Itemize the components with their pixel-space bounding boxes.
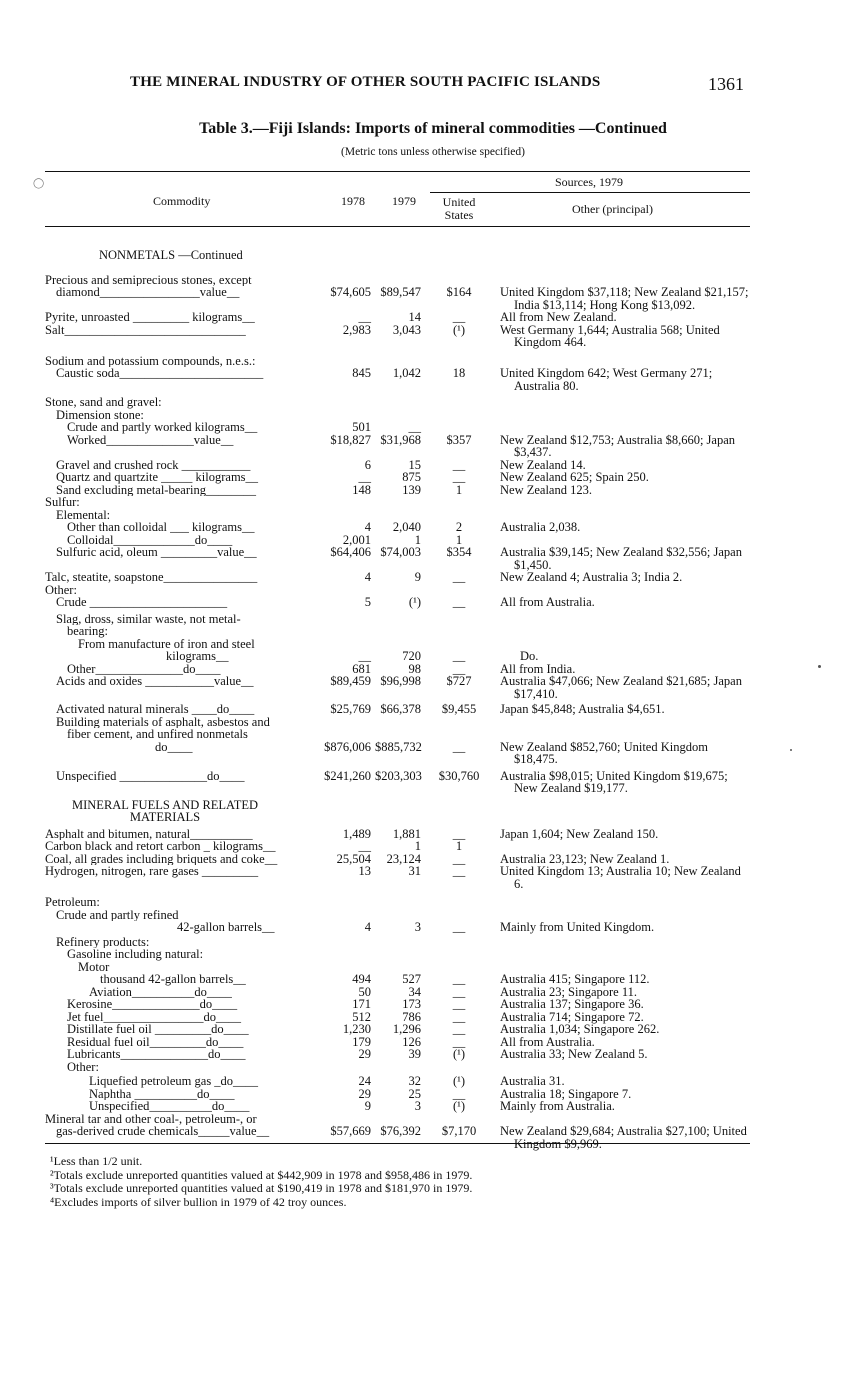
value-1979: 1	[414, 532, 421, 547]
other-principal-sources: Australia 23; Singapore 11.	[500, 984, 638, 999]
value-1979: $89,547	[380, 285, 421, 299]
value-1978: __	[358, 839, 371, 853]
commodity-label: Building materials of asphalt, asbestos and	[56, 715, 270, 728]
value-1979: $74,003	[380, 545, 421, 559]
table-row	[45, 1100, 750, 1113]
other-principal-sources: New Zealand 123.	[500, 482, 592, 497]
value-1978: $74,605	[330, 285, 371, 299]
sources-rule	[430, 192, 750, 193]
value-1979: 126	[402, 1034, 421, 1049]
table-row	[45, 584, 750, 597]
commodity-label: fiber cement, and unfired nonmetals	[67, 728, 248, 741]
commodity-label: Lubricants______________do____	[67, 1048, 246, 1061]
commodity-label: Crude ______________________	[56, 596, 228, 609]
table-row	[45, 434, 750, 459]
other-principal-sources: Australia 415; Singapore 112.	[500, 972, 650, 986]
header-1979: 1979	[392, 194, 416, 208]
commodity-label: Crude and partly refined	[56, 908, 179, 921]
value-united-states: $727	[446, 674, 472, 688]
other-principal-sources: Australia 33; New Zealand 5.	[500, 1047, 648, 1061]
value-1979: 98	[408, 661, 421, 676]
commodity-label: Residual fuel oil_________do____	[67, 1035, 244, 1048]
scan-mark-icon: ◯	[33, 178, 45, 189]
table-row	[45, 865, 750, 890]
table-row	[45, 840, 750, 853]
commodity-label: Quartz and quartzite _____ kilograms__	[56, 471, 259, 484]
commodity-label: Other than colloidal ___ kilograms__	[67, 521, 255, 534]
table-row	[45, 1125, 750, 1150]
other-principal-sources: Mainly from Australia.	[500, 1099, 615, 1113]
value-united-states: (¹)	[452, 1047, 466, 1061]
value-1979: $76,392	[380, 1124, 421, 1138]
commodity-label: Worked______________value__	[67, 433, 234, 446]
table-row	[45, 770, 750, 795]
value-united-states: $357	[446, 432, 472, 447]
table-row	[45, 948, 750, 961]
commodity-label: Distillate fuel oil _________do____	[67, 1023, 249, 1036]
value-united-states: $9,455	[441, 702, 477, 716]
other-principal-sources: Australia 18; Singapore 7.	[500, 1086, 632, 1101]
footnotes	[50, 1155, 750, 1209]
commodity-label: From manufacture of iron and steel	[78, 637, 255, 650]
value-united-states: __	[452, 470, 466, 484]
footnote: ¹Less than 1/2 unit.	[50, 1154, 143, 1168]
commodity-label: Refinery products:	[56, 935, 150, 948]
value-united-states: __	[452, 570, 466, 584]
commodity-label: Aviation__________do____	[89, 985, 232, 998]
table-row	[45, 613, 750, 626]
value-united-states: 18	[452, 366, 466, 380]
footnote: ²Totals exclude unreported quantities valued at $442,909 in 1978 and $958,486 in 1979.	[50, 1167, 473, 1182]
other-principal-sources: Japan 1,604; New Zealand 150.	[500, 826, 659, 841]
commodity-label: kilograms__	[166, 650, 229, 663]
table-body	[45, 243, 750, 1150]
table-row	[45, 311, 750, 324]
value-1978: 512	[352, 1009, 371, 1024]
table-row	[45, 1048, 750, 1061]
commodity-label: Colloidal_____________do____	[67, 533, 233, 546]
value-united-states: 1	[455, 532, 463, 547]
value-1978: 4	[364, 570, 371, 584]
commodity-label: Acids and oxides ___________value__	[56, 675, 254, 688]
value-1978: 1,230	[342, 1022, 371, 1036]
commodity-label: Activated natural minerals ____do____	[56, 703, 255, 716]
other-principal-sources: New Zealand $12,753; Australia $8,660; Japan $3,437.	[500, 432, 736, 459]
other-principal-sources: United Kingdom 13; Australia 10; New Zealand 6.	[500, 864, 741, 891]
other-principal-sources: Japan $45,848; Australia $4,651.	[500, 702, 665, 716]
commodity-label: Unspecified ______________do____	[56, 769, 245, 782]
commodity-label: Gravel and crushed rock ___________	[56, 458, 251, 471]
value-1979: 875	[402, 470, 421, 484]
table-row	[45, 1023, 750, 1036]
table-row	[45, 896, 750, 909]
value-1978: 1,489	[342, 826, 371, 841]
value-1979: 23,124	[386, 851, 421, 866]
table-row	[45, 638, 750, 651]
value-united-states: __	[452, 595, 466, 609]
value-united-states: $164	[446, 285, 472, 299]
other-principal-sources: Australia 137; Singapore 36.	[500, 997, 644, 1011]
other-principal-sources: All from Australia.	[500, 1034, 595, 1049]
other-principal-sources: All from India.	[500, 661, 576, 676]
value-1979: 2,040	[392, 520, 421, 534]
commodity-label: Other:	[45, 583, 77, 596]
value-1979: 173	[402, 997, 421, 1011]
value-1978: $241,260	[324, 768, 371, 783]
commodity-label: diamond________________value__	[56, 286, 240, 299]
value-1978: $18,827	[330, 432, 371, 447]
table-row	[45, 324, 750, 349]
value-united-states: __	[452, 826, 466, 841]
value-1979: $96,998	[380, 674, 421, 688]
value-united-states: 2	[455, 520, 463, 534]
table-row	[45, 421, 750, 434]
value-1979: $31,968	[380, 432, 421, 447]
commodity-label: Sand excluding metal-bearing________	[56, 483, 256, 496]
value-united-states: __	[452, 1034, 466, 1049]
table-row	[45, 921, 750, 934]
value-united-states: __	[452, 851, 466, 866]
value-1979: 31	[408, 864, 421, 878]
value-united-states: __	[452, 864, 466, 878]
table-row	[45, 286, 750, 311]
table-row	[45, 496, 750, 509]
commodity-label: gas-derived crude chemicals_____value__	[56, 1125, 270, 1138]
table-row	[45, 650, 750, 663]
section-heading	[45, 799, 750, 824]
commodity-label: thousand 42-gallon barrels__	[100, 973, 246, 986]
value-1979: 1	[414, 839, 421, 853]
commodity-label: Unspecified__________do____	[89, 1100, 250, 1113]
other-principal-sources: Australia 23,123; New Zealand 1.	[500, 851, 670, 866]
value-1979: 3	[414, 1099, 421, 1113]
value-1978: 13	[358, 864, 371, 878]
value-united-states: __	[452, 310, 466, 324]
value-1979: 139	[402, 482, 421, 497]
table-row	[45, 936, 750, 949]
value-united-states: __	[452, 649, 466, 663]
commodity-label: Naphtha __________do____	[89, 1087, 235, 1100]
table-title: Table 3.—Fiji Islands: Imports of mineral commodities —Continued	[199, 120, 667, 137]
table-row	[45, 998, 750, 1011]
table-row	[45, 521, 750, 534]
header-united-states: United States	[442, 195, 476, 222]
table-row	[45, 484, 750, 497]
table-row	[45, 471, 750, 484]
value-1979: $203,303	[375, 768, 422, 783]
value-1979: 15	[408, 457, 421, 472]
table-row	[45, 1088, 750, 1101]
value-1978: 2,983	[342, 322, 371, 337]
other-principal-sources: Do.	[520, 649, 539, 663]
value-1978: $25,769	[330, 702, 371, 716]
header-sources-1979: Sources, 1979	[555, 175, 623, 189]
other-principal-sources: Australia 31.	[500, 1074, 565, 1088]
value-united-states: (¹)	[452, 1074, 466, 1088]
value-1978: 25,504	[336, 851, 371, 866]
table-row	[45, 367, 750, 392]
table-row	[45, 986, 750, 999]
value-1978: 29	[358, 1047, 371, 1061]
commodity-label: Petroleum:	[45, 896, 100, 909]
other-principal-sources: New Zealand $852,760; United Kingdom $18,475.	[500, 739, 708, 766]
value-1979: 1,042	[392, 366, 421, 380]
table-row	[45, 728, 750, 741]
value-1979: 32	[408, 1074, 421, 1088]
commodity-label: 42-gallon barrels__	[177, 921, 275, 934]
value-1979: 1,881	[392, 826, 421, 841]
commodity-label: Jet fuel________________do____	[67, 1010, 241, 1023]
other-principal-sources: Australia 1,034; Singapore 262.	[500, 1022, 660, 1036]
value-1979: 3,043	[392, 322, 421, 337]
value-united-states: __	[452, 1009, 466, 1024]
value-1978: __	[358, 470, 371, 484]
commodity-label: Elemental:	[56, 508, 111, 521]
footnote: ⁴Excludes imports of silver bullion in 1979 of 42 troy ounces.	[50, 1194, 347, 1209]
commodity-label: Mineral tar and other coal-, petroleum-, or	[45, 1112, 257, 1125]
commodity-label: Caustic soda_______________________	[56, 367, 264, 380]
header-other-principal: Other (principal)	[572, 202, 653, 216]
commodity-label: Carbon black and retort carbon _ kilograms__	[45, 840, 276, 853]
other-principal-sources: Australia $47,066; New Zealand $21,685; Japan $17,410.	[500, 674, 742, 701]
value-1978: 845	[352, 366, 371, 380]
table-row	[45, 703, 750, 716]
value-united-states: __	[452, 1086, 466, 1101]
value-1978: 9	[364, 1099, 371, 1113]
page-number: 1361	[708, 74, 744, 94]
value-1978: 494	[352, 972, 371, 986]
value-united-states: $30,760	[438, 768, 480, 783]
commodity-label: Salt_____________________________	[45, 323, 246, 336]
value-1979: 9	[414, 570, 421, 584]
commodity-label: Asphalt and bitumen, natural__________	[45, 827, 253, 840]
other-principal-sources: New Zealand 14.	[500, 457, 586, 472]
value-united-states: __	[452, 997, 466, 1011]
value-united-states: __	[452, 661, 466, 676]
value-1979: (¹)	[408, 595, 421, 609]
value-united-states: __	[452, 739, 466, 754]
value-1979: 1,296	[392, 1022, 421, 1036]
other-principal-sources: New Zealand $29,684; Australia $27,100; United Kingdom $9,969.	[500, 1124, 747, 1151]
table-top-rule	[45, 171, 750, 172]
value-1978: 24	[358, 1074, 371, 1088]
other-principal-sources: Australia 2,038.	[500, 520, 581, 534]
value-united-states: $7,170	[441, 1124, 477, 1138]
commodity-label: Sulfur:	[45, 496, 80, 509]
value-1979: 3	[414, 920, 421, 934]
value-1978: 29	[358, 1086, 371, 1101]
table-row	[45, 828, 750, 841]
table-row	[45, 546, 750, 571]
table-row	[45, 973, 750, 986]
value-1979: 527	[402, 972, 421, 986]
value-united-states: (¹)	[452, 322, 466, 337]
table-subtitle: (Metric tons unless otherwise specified)	[341, 146, 525, 158]
table-row	[45, 1061, 750, 1074]
value-1978: 171	[352, 997, 371, 1011]
commodity-label: Liquefied petroleum gas _do____	[89, 1075, 259, 1088]
value-1979: 25	[408, 1086, 421, 1101]
commodity-label: Kerosine______________do____	[67, 998, 238, 1011]
section-heading-label: MINERAL FUELS AND RELATED MATERIALS	[72, 797, 258, 824]
commodity-label: Coal, all grades including briquets and coke__	[45, 852, 278, 865]
other-principal-sources: New Zealand 4; Australia 3; India 2.	[500, 570, 683, 584]
value-1978: 4	[364, 920, 371, 934]
value-1978: 6	[364, 457, 371, 472]
value-1979: $885,732	[375, 739, 422, 754]
commodity-label: Stone, sand and gravel:	[45, 396, 162, 409]
running-head: THE MINERAL INDUSTRY OF OTHER SOUTH PACIFIC ISLANDS	[130, 74, 601, 90]
value-united-states: __	[452, 457, 466, 472]
other-principal-sources: All from New Zealand.	[500, 310, 617, 324]
section-heading	[45, 249, 750, 262]
table-row	[45, 675, 750, 700]
value-1979: 14	[408, 310, 421, 324]
value-united-states: 1	[455, 839, 463, 853]
table-row	[45, 571, 750, 584]
value-1978: __	[358, 310, 371, 324]
commodity-label: Dimension stone:	[56, 408, 144, 421]
value-1979: 720	[402, 649, 421, 663]
table-row	[45, 396, 750, 409]
value-1978: 50	[358, 984, 371, 999]
commodity-label: Motor	[78, 960, 110, 973]
value-1978: 681	[352, 661, 371, 676]
value-1978: $876,006	[324, 739, 371, 754]
value-1978: 501	[352, 420, 371, 434]
commodity-label: Crude and partly worked kilograms__	[67, 421, 258, 434]
value-1978: $64,406	[330, 545, 371, 559]
value-united-states: 1	[455, 482, 463, 497]
table-row	[45, 625, 750, 638]
scan-speck	[790, 749, 792, 751]
commodity-label: Talc, steatite, soapstone_______________	[45, 571, 258, 584]
commodity-label: bearing:	[67, 625, 108, 638]
value-united-states: __	[452, 984, 466, 999]
value-united-states: __	[452, 972, 466, 986]
value-united-states: __	[452, 1022, 466, 1036]
value-1978: 148	[352, 482, 371, 497]
value-1979: 39	[408, 1047, 421, 1061]
commodity-label: Other:	[67, 1060, 99, 1073]
value-united-states: (¹)	[452, 1099, 466, 1113]
commodity-label: Gasoline including natural:	[67, 948, 204, 961]
other-principal-sources: Australia $98,015; United Kingdom $19,675; New Zealand $19,177.	[500, 768, 728, 795]
other-principal-sources: All from Australia.	[500, 595, 595, 609]
value-1978: __	[358, 649, 371, 663]
value-1979: 786	[402, 1009, 421, 1024]
footnote: ³Totals exclude unreported quantities valued at $190,419 in 1978 and $181,970 in 1979.	[50, 1181, 473, 1195]
section-heading-label: NONMETALS —Continued	[99, 248, 243, 262]
value-united-states: $354	[446, 545, 472, 559]
value-1978: 179	[352, 1034, 371, 1049]
other-principal-sources: Mainly from United Kingdom.	[500, 920, 655, 934]
header-1978: 1978	[341, 194, 365, 208]
table-row	[45, 409, 750, 422]
value-1979: $66,378	[380, 702, 421, 716]
table-row	[45, 716, 750, 729]
commodity-label: Hydrogen, nitrogen, rare gases _________	[45, 865, 259, 878]
header-commodity: Commodity	[153, 194, 211, 208]
commodity-label: Slag, dross, similar waste, not metal-	[56, 612, 241, 625]
commodity-label: Sodium and potassium compounds, n.e.s.:	[45, 354, 256, 367]
scan-speck	[818, 665, 821, 668]
header-bottom-rule	[45, 226, 750, 227]
value-1979: 34	[408, 984, 421, 999]
value-1979: __	[408, 420, 421, 434]
value-1978: 5	[364, 595, 371, 609]
value-1978: 2,001	[342, 532, 371, 547]
other-principal-sources: Australia 714; Singapore 72.	[500, 1009, 644, 1024]
other-principal-sources: West Germany 1,644; Australia 568; United Kingdom 464.	[500, 322, 720, 349]
value-united-states: __	[452, 920, 466, 934]
table-row	[45, 1075, 750, 1088]
other-principal-sources: New Zealand 625; Spain 250.	[500, 470, 649, 484]
commodity-label: Sulfuric acid, oleum _________value__	[56, 546, 257, 559]
other-principal-sources: United Kingdom $37,118; New Zealand $21,157; India $13,114; Hong Kong $13,092.	[500, 285, 749, 312]
value-1978: $57,669	[330, 1124, 371, 1138]
table-row	[45, 741, 750, 766]
value-1978: 4	[364, 520, 371, 534]
commodity-label: Precious and semiprecious stones, except	[45, 273, 252, 286]
other-principal-sources: United Kingdom 642; West Germany 271; Australia 80.	[500, 366, 713, 393]
table-row	[45, 596, 750, 609]
commodity-label: Pyrite, unroasted _________ kilograms__	[45, 311, 255, 324]
commodity-label: Other______________do____	[67, 662, 221, 675]
commodity-label: do____	[155, 740, 193, 753]
value-1978: $89,459	[330, 674, 371, 688]
other-principal-sources: Australia $39,145; New Zealand $32,556; Japan $1,450.	[500, 545, 742, 572]
